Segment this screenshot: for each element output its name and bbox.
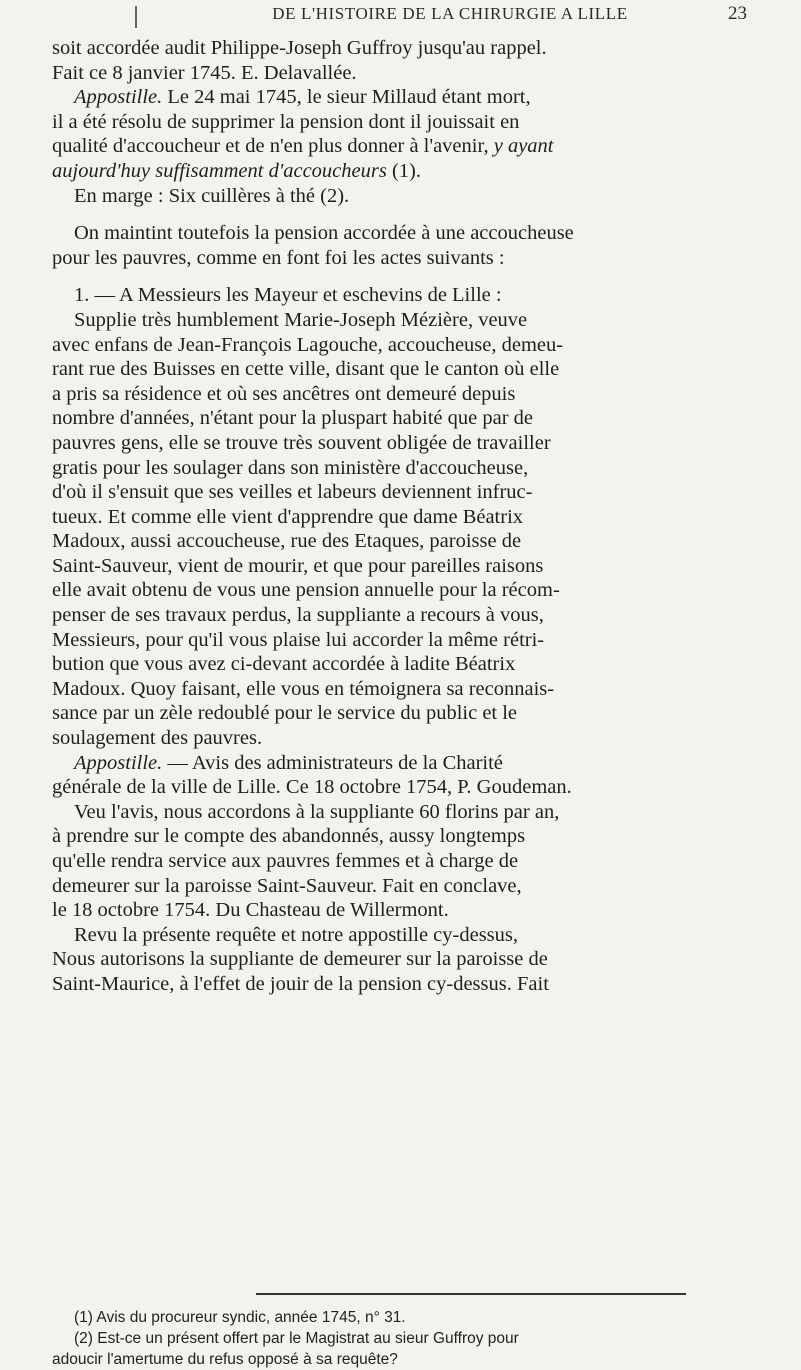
text-line: Veu l'avis, nous accordons à la suppliante 60 florins par an, [74, 800, 560, 823]
text-line: Revu la présente requête et notre appostille cy-dessus, [74, 923, 519, 946]
text-line: pauvres gens, elle se trouve très souvent obligée de travailler [52, 431, 551, 454]
text-line: elle avait obtenu de vous une pension annuelle pour la récom- [52, 579, 560, 602]
text-line: Saint-Maurice, à l'effet de jouir de la pension cy-dessus. Fait [52, 972, 549, 995]
text-line: avec enfans de Jean-François Lagouche, accoucheuse, demeu- [52, 333, 564, 356]
appostille-label: Appostille. [74, 86, 163, 109]
text-line: Appostille. Le 24 mai 1745, le sieur Millaud étant mort, [74, 86, 531, 109]
text-line: bution que vous avez ci-devant accordée à ladite Béatrix [52, 653, 516, 676]
text-line: Appostille. — Avis des administrateurs de la Charité [74, 751, 503, 774]
text-line: Supplie très humblement Marie-Joseph Mézière, veuve [74, 308, 528, 331]
footnotes [0, 1307, 801, 1370]
text-line: Madoux. Quoy faisant, elle vous en témoignera sa reconnais- [52, 677, 555, 700]
text-line: soit accordée audit Philippe-Joseph Guffroy jusqu'au rappel. [52, 37, 547, 59]
text-line: à prendre sur le compte des abandonnés, aussy longtemps [52, 825, 526, 848]
margin-note: En marge : Six cuillères à thé (2). [74, 184, 350, 207]
text-line: a pris sa résidence et où ses ancêtres ont demeuré depuis [52, 382, 516, 405]
text-line: penser de ses travaux perdus, la suppliante a recours à vous, [52, 604, 544, 627]
text-line: aujourd'huy suffisamment d'accoucheurs (1). [52, 159, 421, 182]
text-line: générale de la ville de Lille. Ce 18 octobre 1754, P. Goudeman. [52, 776, 572, 799]
text-line: gratis pour les soulager dans son ministère d'accoucheuse, [52, 456, 529, 479]
text-line: pour les pauvres, comme en font foi les actes suivants : [52, 246, 505, 269]
text-line: d'où il s'ensuit que ses veilles et labeurs deviennent infruc- [52, 481, 533, 504]
text-line: le 18 octobre 1754. Du Chasteau de Willermont. [52, 899, 449, 922]
appostille-label: Appostille. [74, 751, 163, 774]
text-line: demeurer sur la paroisse Saint-Sauveur. Fait en conclave, [52, 874, 522, 897]
text-line: Saint-Sauveur, vient de mourir, et que pour pareilles raisons [52, 554, 544, 577]
text-line: Madoux, aussi accoucheuse, rue des Etaques, paroisse de [52, 530, 522, 553]
text-line: qualité d'accoucheur et de n'en plus donner à l'avenir, y ayant [52, 135, 554, 158]
text-line: On maintint toutefois la pension accordée à une accoucheuse [74, 222, 574, 245]
body-text [0, 36, 801, 997]
text-line: nombre d'années, n'étant pour la pluspart habité que par de [52, 407, 533, 430]
text-line: Messieurs, pour qu'il vous plaise lui accorder la même rétri- [52, 628, 545, 651]
margin-mark [135, 6, 137, 28]
text-line: tueux. Et comme elle vient d'apprendre que dame Béatrix [52, 505, 524, 528]
text-line: 1. — A Messieurs les Mayeur et eschevins de Lille : [74, 284, 502, 307]
text-line: il a été résolu de supprimer la pension dont il jouissait en [52, 110, 520, 133]
footnote: (1) Avis du procureur syndic, année 1745, n° 31. [74, 1309, 406, 1326]
text-line: qu'elle rendra service aux pauvres femmes et à charge de [52, 850, 519, 872]
text-line: rant rue des Buisses en cette ville, disant que le canton où elle [52, 358, 560, 381]
page-number: 23 [728, 3, 747, 24]
text-line: Fait ce 8 janvier 1745. E. Delavallée. [52, 61, 357, 84]
text-line: soulagement des pauvres. [52, 727, 263, 750]
footnote: (2) Est-ce un présent offert par le Magistrat au sieur Guffroy pour [74, 1330, 519, 1347]
text-line: Nous autorisons la suppliante de demeurer sur la paroisse de [52, 948, 548, 971]
footnote: adoucir l'amertume du refus opposé à sa requête? [52, 1351, 398, 1368]
text-line: sance par un zèle redoublé pour le service du public et le [52, 702, 518, 725]
running-header: DE L'HISTOIRE DE LA CHIRURGIE A LILLE [272, 4, 628, 23]
footnote-rule [256, 1293, 686, 1295]
